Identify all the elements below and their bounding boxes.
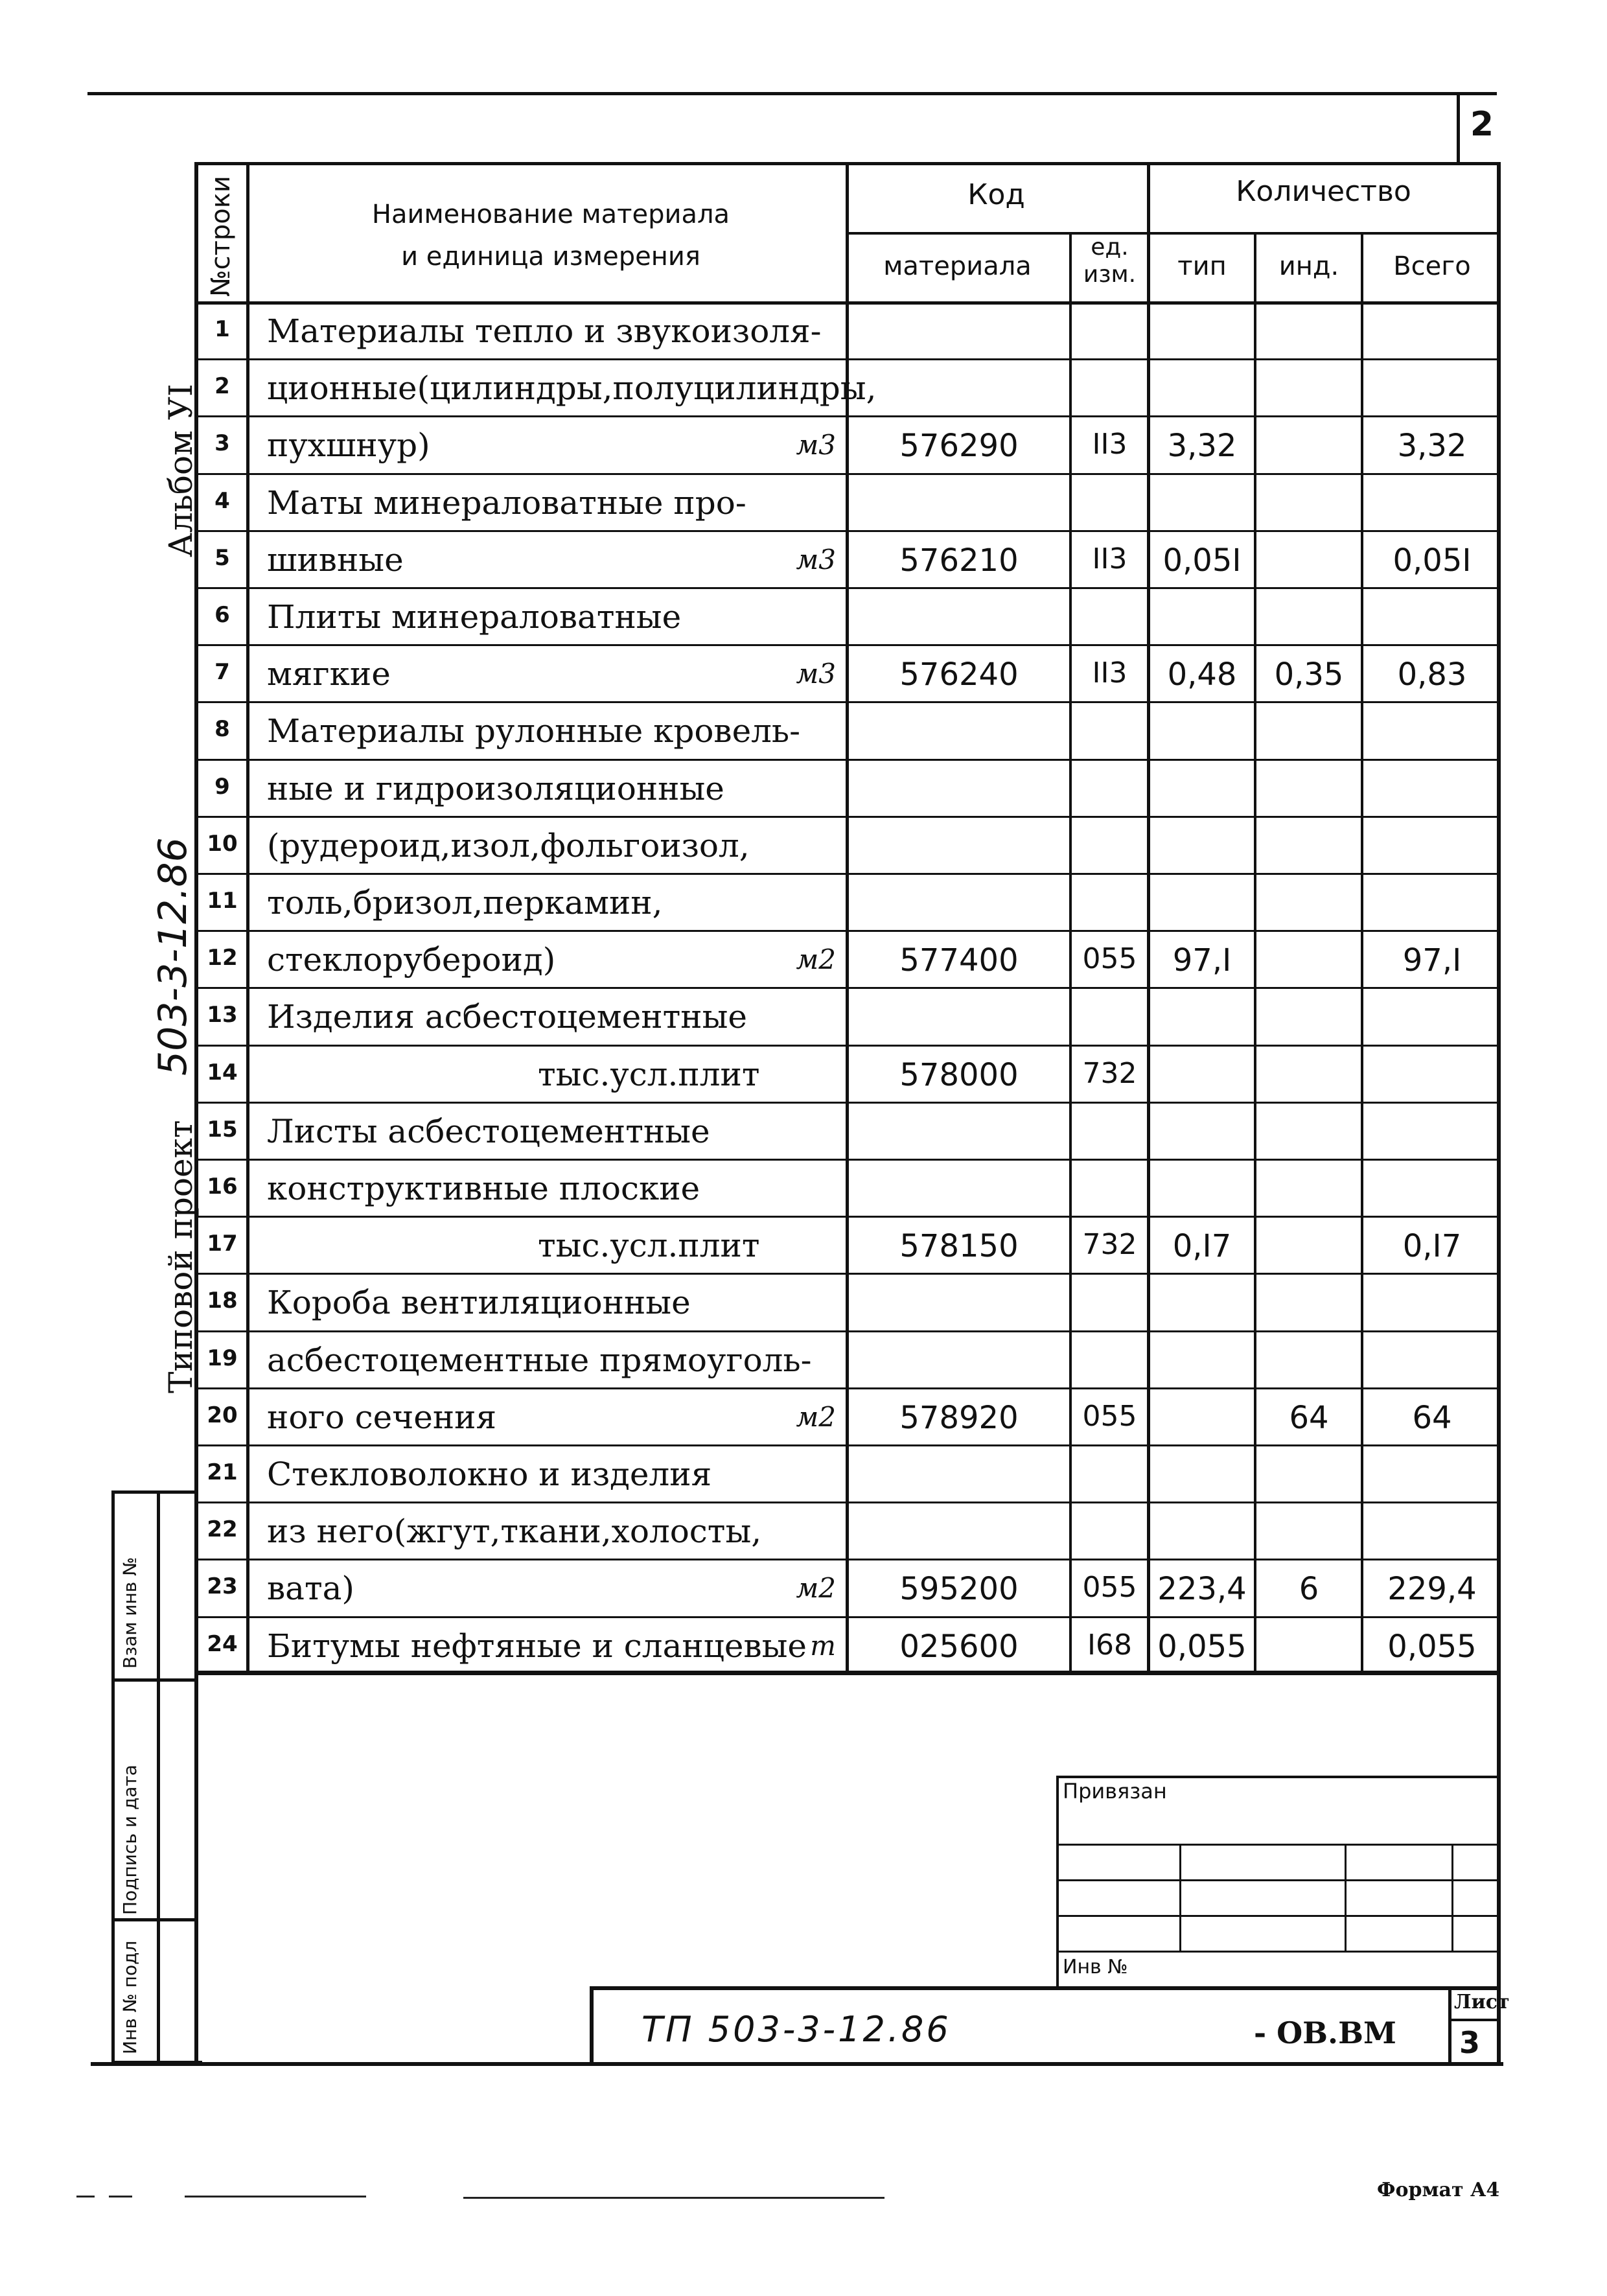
row-material-code: 025600 <box>899 1629 1019 1665</box>
row-number: 8 <box>214 716 230 742</box>
row-number: 6 <box>214 602 230 628</box>
row-qty-total: 97,I <box>1402 942 1462 979</box>
row-divider <box>194 530 1500 532</box>
row-unit-code: II3 <box>1092 428 1127 461</box>
row-number: 19 <box>207 1345 238 1371</box>
row-number: 24 <box>207 1631 238 1657</box>
row-qty-typ: 3,32 <box>1167 428 1237 464</box>
row-name: ционные(цилиндры,полуцилиндры, <box>267 369 877 407</box>
row-material-code: 576210 <box>899 542 1019 579</box>
row-number: 9 <box>214 774 230 800</box>
row-material-code: 576240 <box>899 656 1019 693</box>
row-name: Маты минераловатные про- <box>267 484 746 522</box>
row-divider <box>194 1616 1500 1618</box>
row-number: 7 <box>214 659 230 685</box>
sheet-value: 3 <box>1459 2025 1481 2060</box>
format-label: Формат А4 <box>1377 2179 1500 2201</box>
header-name-line1: Наименование материала <box>371 200 730 229</box>
row-divider <box>194 415 1500 417</box>
row-qty-typ: 0,055 <box>1157 1629 1247 1665</box>
row-material-code: 578920 <box>899 1400 1019 1436</box>
row-divider <box>194 1673 1500 1675</box>
row-divider <box>194 1444 1500 1446</box>
stamp-left-outer <box>111 1490 115 2064</box>
document-code: ТП 503-3-12.86 <box>642 2009 951 2050</box>
row-divider <box>194 987 1500 989</box>
header-typ: тип <box>1177 251 1227 281</box>
row-name: (рудероид,изол,фольгоизол, <box>267 827 750 864</box>
row-number: 16 <box>207 1174 238 1200</box>
row-qty-typ: 0,48 <box>1167 656 1237 693</box>
row-qty-ind: 0,35 <box>1274 656 1344 693</box>
row-qty-total: 0,I7 <box>1402 1228 1462 1264</box>
row-unit: м3 <box>796 544 836 575</box>
row-number: 3 <box>214 430 230 456</box>
row-unit-code: II3 <box>1092 656 1127 690</box>
row-name: Материалы рулонные кровель- <box>267 712 801 750</box>
row-name: Стекловолокно и изделия <box>267 1455 712 1493</box>
row-name: Битумы нефтяные и сланцевые <box>267 1627 807 1665</box>
row-unit: м2 <box>796 1572 836 1604</box>
header-unit-line1: ед. <box>1091 234 1129 261</box>
row-divider <box>194 1502 1500 1503</box>
row-unit-code: 055 <box>1082 1400 1137 1433</box>
row-number: 21 <box>207 1459 238 1485</box>
row-qty-total: 229,4 <box>1387 1571 1477 1607</box>
row-name: пухшнур) <box>267 426 430 464</box>
row-unit-code: 732 <box>1082 1057 1137 1090</box>
row-name: Листы асбестоцементные <box>267 1113 710 1150</box>
row-material-code: 578000 <box>899 1057 1019 1093</box>
row-divider <box>194 1216 1500 1218</box>
row-divider <box>194 701 1500 703</box>
row-material-code: 595200 <box>899 1571 1019 1607</box>
row-unit-code: 055 <box>1082 1571 1137 1604</box>
stamp-left-line-1 <box>111 1678 196 1682</box>
row-material-code: 576290 <box>899 428 1019 464</box>
row-qty-typ: 97,I <box>1172 942 1232 979</box>
row-name: из него(жгут,ткани,холосты, <box>267 1513 762 1550</box>
privyazan-label: Привязан <box>1063 1779 1167 1803</box>
row-divider <box>194 759 1500 761</box>
row-number: 14 <box>207 1060 238 1085</box>
row-divider <box>194 1559 1500 1560</box>
header-ind: инд. <box>1278 251 1339 281</box>
row-divider <box>194 930 1500 932</box>
stamp-inv-podl: Инв № подл <box>119 1940 141 2054</box>
row-qty-ind: 6 <box>1299 1571 1319 1607</box>
row-name: Короба вентиляционные <box>267 1284 691 1321</box>
row-unit: т <box>810 1630 836 1662</box>
row-qty-total: 3,32 <box>1397 428 1467 464</box>
row-number: 4 <box>214 488 230 514</box>
row-qty-total: 0,055 <box>1387 1629 1477 1665</box>
row-name: ные и гидроизоляционные <box>267 770 724 807</box>
scan-dash-3 <box>185 2196 366 2197</box>
row-unit: м3 <box>796 658 836 690</box>
row-qty-total: 64 <box>1412 1400 1452 1436</box>
stamp-left-line-2 <box>111 1918 196 1921</box>
stamp-vzam-inv: Взам инв № <box>119 1557 141 1669</box>
side-project-code: 503-3-12.86 <box>150 837 196 1076</box>
row-number: 15 <box>207 1117 238 1142</box>
row-name: стеклорубероид) <box>267 941 556 979</box>
row-name: конструктивные плоские <box>267 1170 700 1207</box>
header-total: Всего <box>1393 251 1471 281</box>
row-name: Изделия асбестоцементные <box>267 998 747 1036</box>
row-divider <box>194 1387 1500 1389</box>
scan-dash-1 <box>76 2196 95 2197</box>
row-number: 23 <box>207 1573 238 1599</box>
row-unit: м2 <box>796 944 836 975</box>
row-qty-typ: 0,I7 <box>1172 1228 1232 1264</box>
row-number: 5 <box>214 545 230 571</box>
row-divider <box>194 1045 1500 1047</box>
row-unit-code: 732 <box>1082 1228 1137 1261</box>
row-name: тыс.усл.плит <box>538 1056 760 1093</box>
row-qty-total: 0,83 <box>1397 656 1467 693</box>
row-divider <box>194 473 1500 475</box>
row-unit-code: 055 <box>1082 942 1137 975</box>
row-number: 12 <box>207 945 238 971</box>
scan-dash-2 <box>109 2196 132 2197</box>
row-divider <box>194 873 1500 875</box>
row-qty-total: 0,05I <box>1393 542 1472 579</box>
row-unit-code: I68 <box>1087 1629 1132 1662</box>
row-divider <box>194 1273 1500 1275</box>
side-album-label: Альбом УI <box>162 384 200 557</box>
row-name: толь,бризол,перкамин, <box>267 884 663 922</box>
row-qty-ind: 64 <box>1289 1400 1329 1436</box>
header-name-line2: и единица измерения <box>401 242 700 272</box>
header-unit-line2: изм. <box>1083 261 1137 288</box>
row-name: шивные <box>267 541 404 579</box>
header-material: материала <box>883 251 1032 281</box>
row-divider <box>194 1159 1500 1161</box>
row-name: ного сечения <box>267 1398 497 1436</box>
row-number: 13 <box>207 1002 238 1028</box>
scan-dash-4 <box>463 2197 884 2199</box>
row-number: 2 <box>214 373 230 399</box>
row-name: Плиты минераловатные <box>267 598 682 636</box>
row-unit: м3 <box>796 429 836 461</box>
sheet-label: Лист <box>1454 1991 1510 2013</box>
document-suffix: - ОВ.ВМ <box>1254 2015 1396 2050</box>
stamp-left-divider <box>157 1490 160 2064</box>
row-unit: м2 <box>796 1401 836 1433</box>
row-number: 17 <box>207 1231 238 1257</box>
row-number: 20 <box>207 1402 238 1428</box>
row-name: мягкие <box>267 655 391 693</box>
row-number: 11 <box>207 888 238 914</box>
row-divider <box>194 358 1500 360</box>
row-qty-typ: 223,4 <box>1157 1571 1247 1607</box>
side-typical-project: Типовой проект <box>162 1120 200 1393</box>
header-row-number: №строки <box>206 176 236 297</box>
row-divider <box>194 644 1500 646</box>
row-number: 18 <box>207 1288 238 1314</box>
row-number: 10 <box>207 831 238 857</box>
row-unit-code: II3 <box>1092 542 1127 575</box>
row-qty-typ: 0,05I <box>1162 542 1242 579</box>
row-divider <box>194 816 1500 818</box>
row-name: Материалы тепло и звукоизоля- <box>267 312 822 350</box>
stamp-left-top <box>111 1490 196 1494</box>
row-number: 1 <box>214 316 230 342</box>
header-quantity: Количество <box>1236 175 1411 208</box>
row-name: вата) <box>267 1570 354 1607</box>
stamp-sign-date: Подпись и дата <box>119 1765 141 1915</box>
row-divider <box>194 1330 1500 1332</box>
inv-no-label: Инв № <box>1063 1956 1128 1978</box>
row-name: асбестоцементные прямоуголь- <box>267 1341 812 1379</box>
header-code: Код <box>967 178 1025 211</box>
row-name: тыс.усл.плит <box>538 1227 760 1264</box>
row-number: 22 <box>207 1516 238 1542</box>
row-material-code: 577400 <box>899 942 1019 979</box>
row-divider <box>194 1102 1500 1104</box>
sheet-number: 2 <box>1470 105 1494 144</box>
row-divider <box>194 587 1500 589</box>
row-material-code: 578150 <box>899 1228 1019 1264</box>
